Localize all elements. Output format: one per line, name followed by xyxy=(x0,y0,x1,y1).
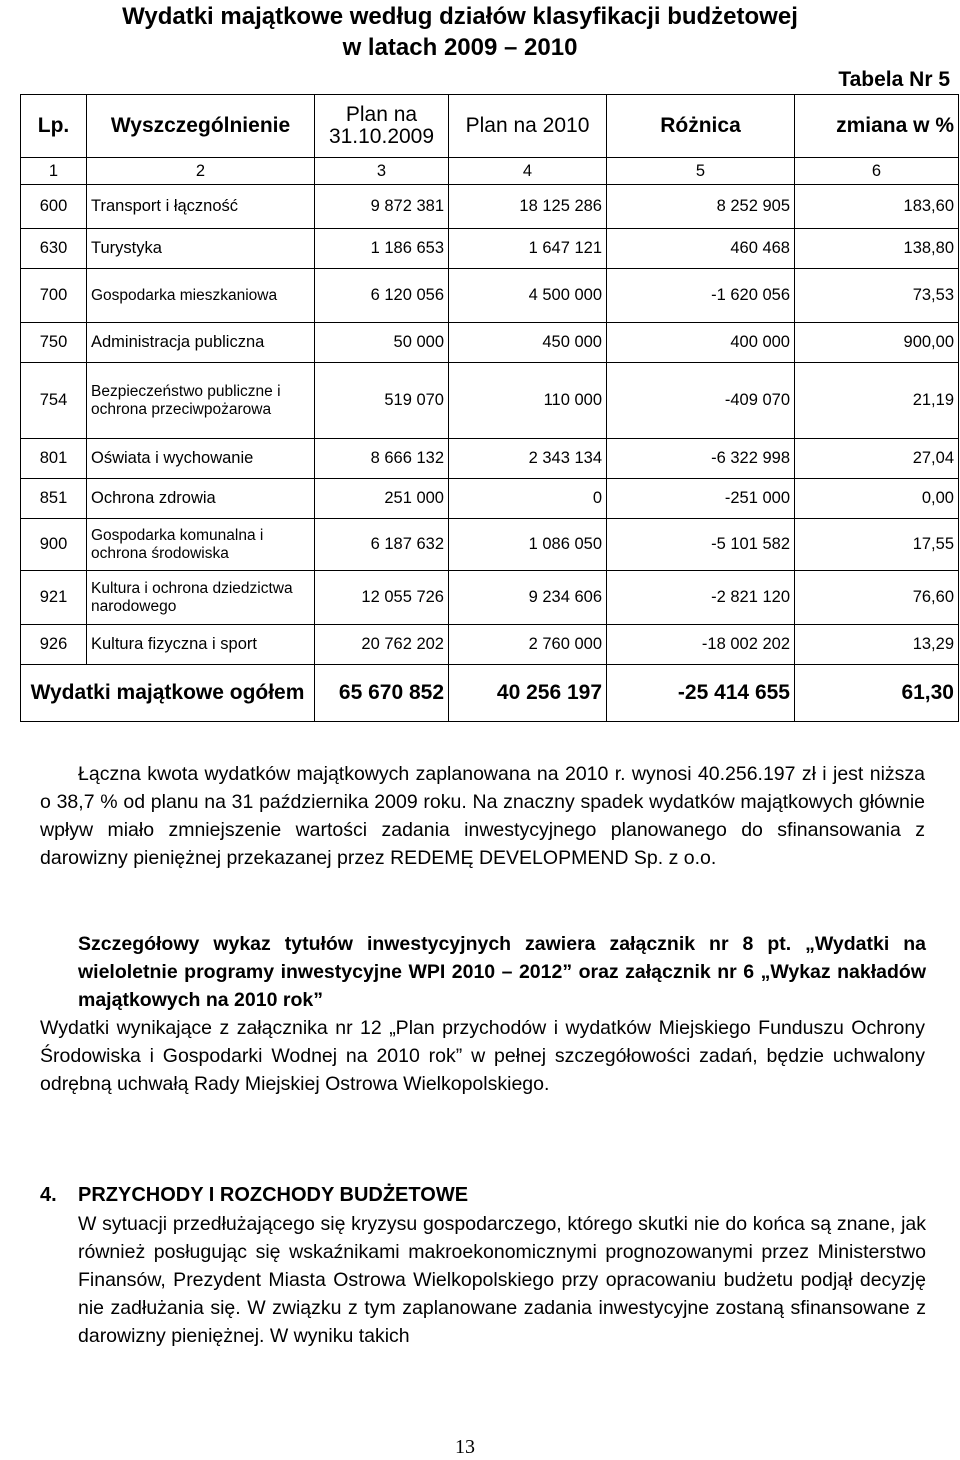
document-title-line-2: w latach 2009 – 2010 xyxy=(342,34,578,61)
table-row xyxy=(21,519,959,571)
total-change: 61,30 xyxy=(795,665,959,722)
cell-difference: -5 101 582 xyxy=(607,519,795,571)
cell-plan-2009: 251 000 xyxy=(315,479,449,519)
cell-lp: 900 xyxy=(21,519,87,571)
table-row xyxy=(21,571,959,625)
table-row xyxy=(21,363,959,439)
cell-plan-2009: 9 872 381 xyxy=(315,185,449,229)
column-number: 3 xyxy=(315,158,449,185)
total-plan-2009: 65 670 852 xyxy=(315,665,449,722)
cell-lp: 754 xyxy=(21,363,87,439)
cell-difference: -2 821 120 xyxy=(607,571,795,625)
section-title: PRZYCHODY I ROZCHODY BUDŻETOWE xyxy=(78,1184,469,1206)
cell-change: 0,00 xyxy=(795,479,959,519)
cell-difference: -251 000 xyxy=(607,479,795,519)
cell-plan-2010: 450 000 xyxy=(449,323,607,363)
table-row xyxy=(21,479,959,519)
table-row xyxy=(21,185,959,229)
cell-name: Bezpieczeństwo publiczne i ochrona przeciwpożarowa xyxy=(87,363,315,439)
cell-change: 27,04 xyxy=(795,439,959,479)
cell-change: 21,19 xyxy=(795,363,959,439)
cell-name: Gospodarka komunalna i ochrona środowiska xyxy=(87,519,315,571)
cell-name: Oświata i wychowanie xyxy=(87,439,315,479)
cell-lp: 801 xyxy=(21,439,87,479)
cell-difference: 400 000 xyxy=(607,323,795,363)
table-row xyxy=(21,323,959,363)
cell-name: Kultura fizyczna i sport xyxy=(87,625,315,665)
cell-lp: 600 xyxy=(21,185,87,229)
total-difference: -25 414 655 xyxy=(607,665,795,722)
cell-lp: 921 xyxy=(21,571,87,625)
cell-name: Kultura i ochrona dziedzictwa narodowego xyxy=(87,571,315,625)
cell-lp: 926 xyxy=(21,625,87,665)
page-number: 13 xyxy=(455,1436,475,1458)
cell-plan-2010: 2 760 000 xyxy=(449,625,607,665)
column-number: 1 xyxy=(21,158,87,185)
table-row xyxy=(21,439,959,479)
cell-plan-2010: 1 647 121 xyxy=(449,229,607,269)
section-body-paragraph: W sytuacji przedłużającego się kryzysu gospodarczego, którego skutki nie do końca są znane, jak również posługując się wskaźnikami makroekonomicznymi prognozowanymi przez Ministerstwo Finansów, Prezydent Miasta Ostrowa Wielkopolskiego przy opracowaniu budżetu podjął decyzję nie zadłużania się. W związku z tym zaplanowane zadania inwestycyjne zostaną sfinansowane z darowizny pieniężnej. W wyniku takich xyxy=(78,1213,926,1347)
cell-plan-2010: 0 xyxy=(449,479,607,519)
column-number: 4 xyxy=(449,158,607,185)
cell-change: 138,80 xyxy=(795,229,959,269)
cell-name: Administracja publiczna xyxy=(87,323,315,363)
cell-lp: 851 xyxy=(21,479,87,519)
column-number: 2 xyxy=(87,158,315,185)
column-number: 5 xyxy=(607,158,795,185)
cell-plan-2010: 2 343 134 xyxy=(449,439,607,479)
column-number: 6 xyxy=(795,158,959,185)
table-row xyxy=(21,625,959,665)
document-title-line-1: Wydatki majątkowe według działów klasyfikacji budżetowej xyxy=(122,3,798,30)
attachment-reference-paragraph: Szczegółowy wykaz tytułów inwestycyjnych zawiera załącznik nr 8 pt. „Wydatki na wieloletnie programy inwestycyjne WPI 2010 – 2012” oraz załącznik nr 6 „Wykaz nakładów majątkowych na 2010 rok” xyxy=(78,933,926,1011)
cell-change: 76,60 xyxy=(795,571,959,625)
cell-plan-2010: 9 234 606 xyxy=(449,571,607,625)
summary-paragraph: Łączna kwota wydatków majątkowych zaplanowana na 2010 r. wynosi 40.256.197 zł i jest niższa o 38,7 % od planu na 31 października 2009 roku. Na znaczny spadek wydatków majątkowych głównie wpływ miało zmniejszenie wartości zadania inwestycyjnego planowanego do sfinansowania z darowizny pieniężnej przekazanej przez REDEMĘ DEVELOPMEND Sp. z o.o. xyxy=(40,763,925,869)
cell-change: 73,53 xyxy=(795,269,959,323)
cell-plan-2009: 6 187 632 xyxy=(315,519,449,571)
cell-plan-2009: 519 070 xyxy=(315,363,449,439)
capital-expenditure-table xyxy=(20,94,959,722)
cell-lp: 630 xyxy=(21,229,87,269)
cell-plan-2010: 110 000 xyxy=(449,363,607,439)
header-difference: Różnica xyxy=(607,95,795,158)
cell-name: Gospodarka mieszkaniowa xyxy=(87,269,315,323)
header-change-percent: zmiana w % xyxy=(795,95,959,158)
cell-plan-2009: 1 186 653 xyxy=(315,229,449,269)
table-row xyxy=(21,269,959,323)
cell-plan-2010: 1 086 050 xyxy=(449,519,607,571)
table-label: Tabela Nr 5 xyxy=(838,68,950,91)
cell-difference: -409 070 xyxy=(607,363,795,439)
cell-difference: 460 468 xyxy=(607,229,795,269)
total-label: Wydatki majątkowe ogółem xyxy=(21,665,315,722)
cell-plan-2009: 6 120 056 xyxy=(315,269,449,323)
cell-change: 900,00 xyxy=(795,323,959,363)
cell-name: Turystyka xyxy=(87,229,315,269)
header-plan-2010: Plan na 2010 xyxy=(449,95,607,158)
table-header-row xyxy=(21,95,959,158)
header-name: Wyszczególnienie xyxy=(87,95,315,158)
column-number-row xyxy=(21,158,959,185)
cell-change: 17,55 xyxy=(795,519,959,571)
cell-difference: -18 002 202 xyxy=(607,625,795,665)
table-total-row xyxy=(21,665,959,722)
table-row xyxy=(21,229,959,269)
header-lp: Lp. xyxy=(21,95,87,158)
section-number: 4. xyxy=(40,1184,57,1206)
cell-difference: -6 322 998 xyxy=(607,439,795,479)
cell-plan-2010: 18 125 286 xyxy=(449,185,607,229)
cell-name: Transport i łączność xyxy=(87,185,315,229)
cell-change: 183,60 xyxy=(795,185,959,229)
cell-name: Ochrona zdrowia xyxy=(87,479,315,519)
cell-change: 13,29 xyxy=(795,625,959,665)
cell-difference: 8 252 905 xyxy=(607,185,795,229)
cell-plan-2009: 12 055 726 xyxy=(315,571,449,625)
environment-fund-paragraph: Wydatki wynikające z załącznika nr 12 „Plan przychodów i wydatków Miejskiego Funduszu Ochrony Środowiska i Gospodarki Wodnej na 2010 rok” w pełnej szczegółowości zadań, będzie uchwalony odrębną uchwałą Rady Miejskiej Ostrowa Wielkopolskiego. xyxy=(40,1017,925,1095)
cell-plan-2009: 8 666 132 xyxy=(315,439,449,479)
cell-plan-2009: 50 000 xyxy=(315,323,449,363)
total-plan-2010: 40 256 197 xyxy=(449,665,607,722)
header-plan-2009: Plan na 31.10.2009 xyxy=(315,95,449,158)
cell-difference: -1 620 056 xyxy=(607,269,795,323)
cell-plan-2010: 4 500 000 xyxy=(449,269,607,323)
cell-plan-2009: 20 762 202 xyxy=(315,625,449,665)
cell-lp: 700 xyxy=(21,269,87,323)
cell-lp: 750 xyxy=(21,323,87,363)
